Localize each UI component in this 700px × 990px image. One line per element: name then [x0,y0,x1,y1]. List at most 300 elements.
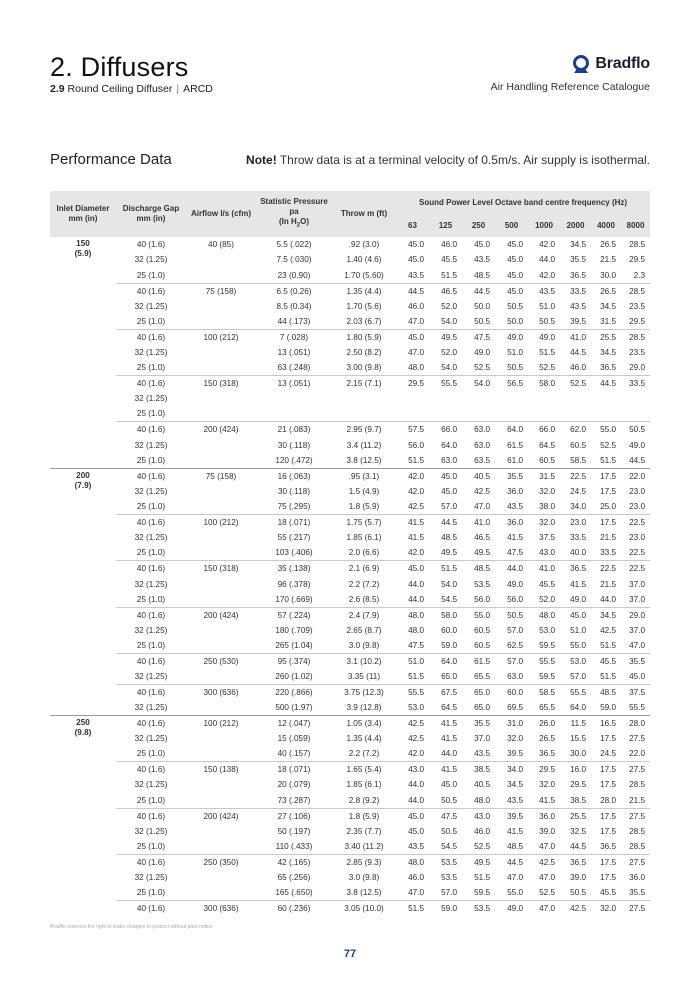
cell-pressure: 6.5 (0.26) [256,283,332,299]
cell-f1000: 58.5 [528,684,560,700]
cell-airflow [186,592,256,608]
cell-airflow [186,777,256,792]
cell-gap: 40 (1.6) [136,240,166,250]
cell-f4000: 25.5 [591,329,621,345]
cell-f1000 [528,391,560,406]
cell-f8000: 28.5 [629,780,646,790]
cell-throw: 3.1 (10.2) [332,653,396,669]
performance-heading [50,151,650,173]
cell-gap: 40 (1.6) [116,684,186,700]
cell-gap: 32 (1.25) [134,873,168,882]
cell-f250: 46.0 [474,826,490,836]
cell-pressure: 42 (.165) [256,854,332,870]
header-pressure-unit-sub: 2 [296,222,301,229]
bradflo-logo-icon [571,54,591,74]
cell-f125: 52.0 [441,348,457,358]
cell-f4000: 26.5 [600,240,616,250]
cell-f250: 63.0 [462,422,495,438]
cell-f500: 56.5 [495,376,528,392]
table-row [50,793,650,809]
cell-f63: 42.5 [396,715,429,731]
cell-f2000: 34.5 [570,240,586,250]
cell-f8000: 50.5 [621,422,650,438]
cell-f63: 42.0 [408,486,424,496]
table-row [50,700,650,716]
cell-f1000: 52.0 [539,594,555,604]
cell-f8000: 28.5 [629,841,646,851]
cell-f125: 64.5 [441,702,457,712]
cell-airflow [186,669,256,685]
cell-f4000: 31.5 [600,316,616,326]
cell-f8000: 29.5 [629,316,646,326]
cell-f4000 [591,391,621,406]
cell-f500: 47.5 [507,548,523,558]
cell-f2000: 55.5 [560,684,591,700]
cell-f63: 45.0 [396,329,429,345]
cell-f500: 35.5 [495,468,528,484]
table-row [50,252,650,267]
cell-throw: 3.0 (9.8) [348,873,380,882]
cell-airflow [186,314,256,330]
cell-f63: 42.0 [408,548,424,558]
cell-pressure: 44 (.173) [277,316,311,326]
cell-f8000: 49.0 [629,440,646,450]
cell-airflow [186,700,256,716]
cell-f4000: 33.5 [600,548,616,558]
cell-f4000: 51.5 [600,671,616,681]
cell-airflow: 300 (636) [186,901,256,917]
cell-gap: 25 (1.0) [136,270,166,280]
cell-gap: 32 (1.25) [134,348,168,358]
cell-f1000 [528,406,560,422]
cell-f2000: 53.0 [560,653,591,669]
cell-gap: 25 (1.0) [136,640,166,650]
cell-f8000: 28.5 [621,283,650,299]
cell-f1000: 26.0 [528,715,560,731]
cell-gap: 32 (1.25) [134,579,168,589]
cell-f4000: 51.5 [600,640,616,650]
cell-f2000: 15.5 [570,734,586,744]
cell-f500 [495,406,528,422]
cell-gap: 40 (1.6) [116,653,186,669]
cell-f1000: 59.5 [539,671,555,681]
cell-f2000: 35.5 [570,255,586,265]
cell-pressure: 96 (.378) [277,579,311,589]
cell-f4000: 22.5 [591,561,621,577]
cell-pressure: 95 (.374) [256,653,332,669]
cell-f250 [462,406,495,422]
cell-gap: 32 (1.25) [134,486,168,496]
cell-f8000: 23.5 [629,301,646,311]
section-name: Round Ceiling Diffuser [67,83,173,95]
cell-gap: 40 (1.6) [116,468,186,484]
cell-f4000: 17.5 [600,486,616,496]
cell-f500: 50.0 [507,316,523,326]
cell-f250: 65.5 [474,671,490,681]
cell-gap: 32 (1.25) [134,301,168,311]
table-row [50,329,650,345]
cell-f2000: 38.5 [570,795,586,805]
cell-f4000: 44.5 [591,376,621,392]
cell-f8000: 2.3 [633,270,646,280]
cell-f125: 44.5 [429,515,462,531]
cell-airflow [186,731,256,746]
cell-f250: 46.5 [474,533,490,543]
cell-f250: 49.0 [474,348,490,358]
cell-f125: 63.0 [441,455,457,465]
cell-pressure: 73 (.287) [277,795,311,805]
cell-f500: 41.5 [507,533,523,543]
cell-f125: 49.5 [429,329,462,345]
cell-f500: 43.5 [507,795,523,805]
cell-f1000: 43.0 [539,548,555,558]
cell-f8000: 27.5 [621,854,650,870]
cell-f500: 64.0 [495,422,528,438]
header-throw: Throw m (ft) [332,191,396,237]
disclaimer: Bradflo reserves the right to make changes to product without prior notice [50,924,213,930]
note-text: Throw data is at a terminal velocity of 0.5m/s. Air supply is isothermal. [279,153,650,167]
cell-pressure: 180 (.709) [275,625,313,635]
cell-pressure: 27 (.106) [256,808,332,824]
table-row [50,731,650,746]
cell-f250: 52.5 [474,841,490,851]
cell-f1000: 52.5 [539,888,555,898]
cell-f4000: 26.5 [591,283,621,299]
cell-airflow: 150 (318) [186,376,256,392]
catalogue-name: Air Handling Reference Catalogue [490,81,650,93]
cell-gap: 32 (1.25) [134,671,168,681]
cell-pressure: 57 (.224) [256,607,332,623]
cell-f250: 65.0 [462,684,495,700]
cell-f8000: 28.5 [629,826,646,836]
cell-pressure: 65 (.256) [277,873,311,882]
cell-f2000: 60.5 [570,440,586,450]
performance-note [246,153,650,167]
cell-f63: 44.0 [408,579,424,589]
cell-f500: 49.0 [495,901,528,917]
cell-f8000: 27.5 [621,808,650,824]
cell-f4000 [591,406,621,422]
cell-f1000: 60.5 [539,455,555,465]
cell-f63: 43.5 [408,841,424,851]
cell-f4000: 48.5 [591,684,621,700]
cell-gap: 25 (1.0) [136,548,166,558]
cell-f2000: 44.5 [570,841,586,851]
cell-f4000: 45.5 [591,653,621,669]
table-row [50,808,650,824]
cell-f63: 44.0 [408,594,424,604]
cell-f125: 64.0 [441,440,457,450]
cell-f250: 41.0 [462,515,495,531]
cell-airflow [186,870,256,885]
note-label: Note! [246,153,277,167]
cell-throw [332,391,396,406]
cell-pressure: 220 (.866) [256,684,332,700]
cell-airflow [186,885,256,901]
cell-airflow [186,530,256,545]
cell-throw: 1.05 (3.4) [332,715,396,731]
cell-f250: 54.0 [462,376,495,392]
header-freq-2000: 2000 [560,215,591,237]
table-row [50,283,650,299]
cell-f500: 39.5 [507,749,523,759]
table-row [50,422,650,438]
cell-f1000: 42.5 [528,854,560,870]
cell-f63: 51.5 [396,901,429,917]
cell-f125: 60.0 [441,625,457,635]
cell-f2000: 41.5 [570,579,586,589]
cell-f8000: 37.0 [629,625,646,635]
cell-airflow [186,746,256,762]
cell-f8000: 21.5 [629,795,646,805]
cell-f1000: 53.0 [539,625,555,635]
cell-f125: 45.0 [441,780,457,790]
cell-throw: 1.35 (4.4) [332,283,396,299]
cell-f4000: 32.0 [591,901,621,917]
cell-f1000: 31.5 [528,468,560,484]
cell-f2000: 42.5 [560,901,591,917]
cell-f63: 43.5 [408,270,424,280]
cell-throw: 2.65 (8.7) [346,625,382,635]
cell-f1000: 58.0 [528,376,560,392]
cell-airflow: 75 (158) [186,283,256,299]
cell-throw: 3.75 (12.3) [332,684,396,700]
cell-f4000: 25.0 [600,502,616,512]
table-row [50,299,650,314]
cell-airflow [186,345,256,360]
cell-f500: 69.5 [507,702,523,712]
cell-pressure: 55 (.217) [277,533,311,543]
cell-throw: 1.75 (5.7) [332,515,396,531]
cell-f125: 50.5 [441,826,457,836]
cell-f4000: 21.5 [600,579,616,589]
table-row [50,515,650,531]
cell-f500: 44.5 [495,854,528,870]
page-header [50,52,650,97]
cell-f500: 45.0 [507,255,523,265]
cell-f4000: 16.5 [591,715,621,731]
header-pressure-unit-pre: (In H [278,217,297,227]
header-gap: Discharge Gap mm (in) [116,191,186,237]
cell-throw: 1.35 (4.4) [346,734,382,744]
cell-f125: 41.5 [441,734,457,744]
cell-f500: 50.5 [507,363,523,373]
cell-airflow: 300 (636) [186,684,256,700]
cell-f2000: 46.0 [570,363,586,373]
cell-f2000: 23.0 [560,515,591,531]
cell-f4000: 42.5 [600,625,616,635]
cell-pressure: 12 (.047) [256,715,332,731]
inlet-diameter-cell [50,237,116,468]
cell-f1000: 44.0 [539,255,555,265]
cell-pressure: 5.5 (.022) [276,240,312,250]
cell-f8000: 44.5 [629,455,646,465]
page-title: 2. Diffusers [50,52,189,82]
cell-airflow [186,453,256,469]
cell-f63: 48.0 [396,854,429,870]
cell-pressure: 16 (.063) [256,468,332,484]
page-number: 77 [343,948,357,960]
cell-pressure: 13 (.051) [277,348,311,358]
table-row [50,870,650,885]
cell-f250: 56.0 [474,594,490,604]
table-row [50,684,650,700]
cell-f2000: 64.0 [570,702,586,712]
cell-throw: .92 (3.0) [348,240,380,250]
cell-f125: 46.0 [441,240,457,250]
cell-gap: 25 (1.0) [136,316,166,326]
cell-f1000: 64.5 [539,440,555,450]
inlet-in: (9.8) [74,727,92,737]
cell-gap: 32 (1.25) [134,394,168,404]
cell-f500: 45.0 [495,283,528,299]
cell-f500: 57.0 [507,625,523,635]
cell-airflow [186,268,256,284]
cell-f250: 47.5 [462,329,495,345]
cell-f500: 43.5 [507,502,523,512]
cell-f2000: 39.0 [570,873,586,882]
cell-throw: 2.4 (7.9) [332,607,396,623]
table-row [50,453,650,469]
table-row [50,484,650,499]
cell-f250 [462,391,495,406]
cell-f4000: 51.5 [600,455,616,465]
cell-pressure: 7 (.028) [256,329,332,345]
cell-f250: 60.5 [474,640,490,650]
cell-f63: 42.0 [408,749,424,759]
cell-f8000: 28.0 [621,715,650,731]
cell-f8000: 22.5 [621,515,650,531]
cell-throw: 3.4 (11.2) [346,440,382,450]
cell-f125: 41.5 [429,715,462,731]
cell-f8000: 23.0 [629,486,646,496]
cell-airflow [186,623,256,638]
cell-f125: 47.5 [429,808,462,824]
cell-f500: 49.0 [495,329,528,345]
table-row [50,839,650,855]
cell-f250: 63.0 [474,440,490,450]
cell-airflow [186,793,256,809]
header-freq-250: 250 [462,215,495,237]
inlet-mm: 150 [76,239,90,248]
cell-f1000: 65.5 [539,702,555,712]
cell-f250: 47.0 [474,502,490,512]
cell-f250: 65.0 [474,702,490,712]
cell-f2000: 40.0 [570,548,586,558]
cell-f2000: 25.5 [560,808,591,824]
cell-airflow [186,437,256,452]
table-row [50,406,650,422]
cell-f8000: 28.5 [621,329,650,345]
cell-gap: 40 (1.6) [116,422,186,438]
table-row [50,777,650,792]
cell-pressure: 120 (.472) [275,455,313,465]
cell-f4000: 34.5 [591,607,621,623]
cell-f125: 66.0 [429,422,462,438]
cell-f500: 44.0 [495,561,528,577]
cell-f500: 57.0 [495,653,528,669]
cell-f1000: 49.0 [528,329,560,345]
cell-throw: 2.35 (7.7) [346,826,382,836]
cell-throw: 3.40 (11.2) [344,841,384,851]
cell-airflow [186,360,256,376]
cell-f250: 53.5 [474,579,490,589]
cell-pressure: 7.5 (.030) [276,255,312,265]
cell-f125 [429,406,462,422]
table-row [50,824,650,839]
cell-f4000: 36.5 [600,363,616,373]
cell-f8000: 22.0 [629,749,646,759]
table-row [50,746,650,762]
cell-f500: 45.0 [507,270,523,280]
table-row [50,530,650,545]
cell-pressure: 60 (.236) [256,901,332,917]
cell-pressure: 500 (1.97) [275,702,313,712]
cell-f250: 40.5 [462,468,495,484]
cell-f250: 50.0 [474,301,490,311]
cell-f2000 [560,406,591,422]
cell-pressure [256,391,332,406]
cell-f125: 52.0 [441,301,457,311]
cell-f63: 47.0 [408,348,424,358]
cell-pressure: 165 (.650) [275,888,313,898]
header-inlet: Inlet Diameter mm (in) [50,191,116,237]
table-row [50,561,650,577]
brand-name: Bradflo [595,55,650,72]
cell-throw: .95 (3.1) [332,468,396,484]
cell-pressure: 8.5 (0.34) [276,301,312,311]
cell-f125: 46.5 [429,283,462,299]
cell-f2000: 50.5 [570,888,586,898]
cell-f250: 48.5 [462,561,495,577]
cell-gap: 40 (1.6) [116,854,186,870]
cell-f63: 51.0 [396,653,429,669]
cell-throw: 3.35 (11) [347,671,381,681]
cell-f8000 [621,406,650,422]
cell-f8000: 23.0 [629,533,646,543]
cell-f125: 54.5 [441,594,457,604]
cell-f2000: 49.0 [570,594,586,604]
cell-f2000: 55.0 [570,640,586,650]
cell-f63: 56.0 [408,440,424,450]
header-pressure-label: Statistic Pressure pa [260,197,328,217]
cell-f250: 37.0 [474,734,490,744]
cell-throw: 2.2 (7.2) [348,579,380,589]
cell-f8000: 27.5 [629,734,646,744]
cell-f2000: 44.5 [570,348,586,358]
cell-f500: 34.0 [495,762,528,778]
cell-gap: 25 (1.0) [136,795,166,805]
cell-f2000: 32.5 [570,826,586,836]
cell-gap: 25 (1.0) [136,749,166,759]
table-row [50,360,650,376]
cell-gap: 32 (1.25) [134,533,168,543]
cell-f4000: 17.5 [600,780,616,790]
cell-f1000: 47.0 [539,873,555,882]
cell-f4000: 52.5 [600,440,616,450]
table-row [50,237,650,252]
table-row [50,638,650,654]
cell-pressure: 20 (.079) [277,780,311,790]
cell-throw: 1.8 (5.9) [332,808,396,824]
table-row [50,437,650,452]
cell-f1000: 52.5 [539,363,555,373]
cell-throw: 1.85 (6.1) [346,533,382,543]
cell-f2000: 45.0 [560,607,591,623]
cell-f500 [495,391,528,406]
cell-f63: 48.0 [408,625,424,635]
cell-f8000: 29.0 [629,363,646,373]
